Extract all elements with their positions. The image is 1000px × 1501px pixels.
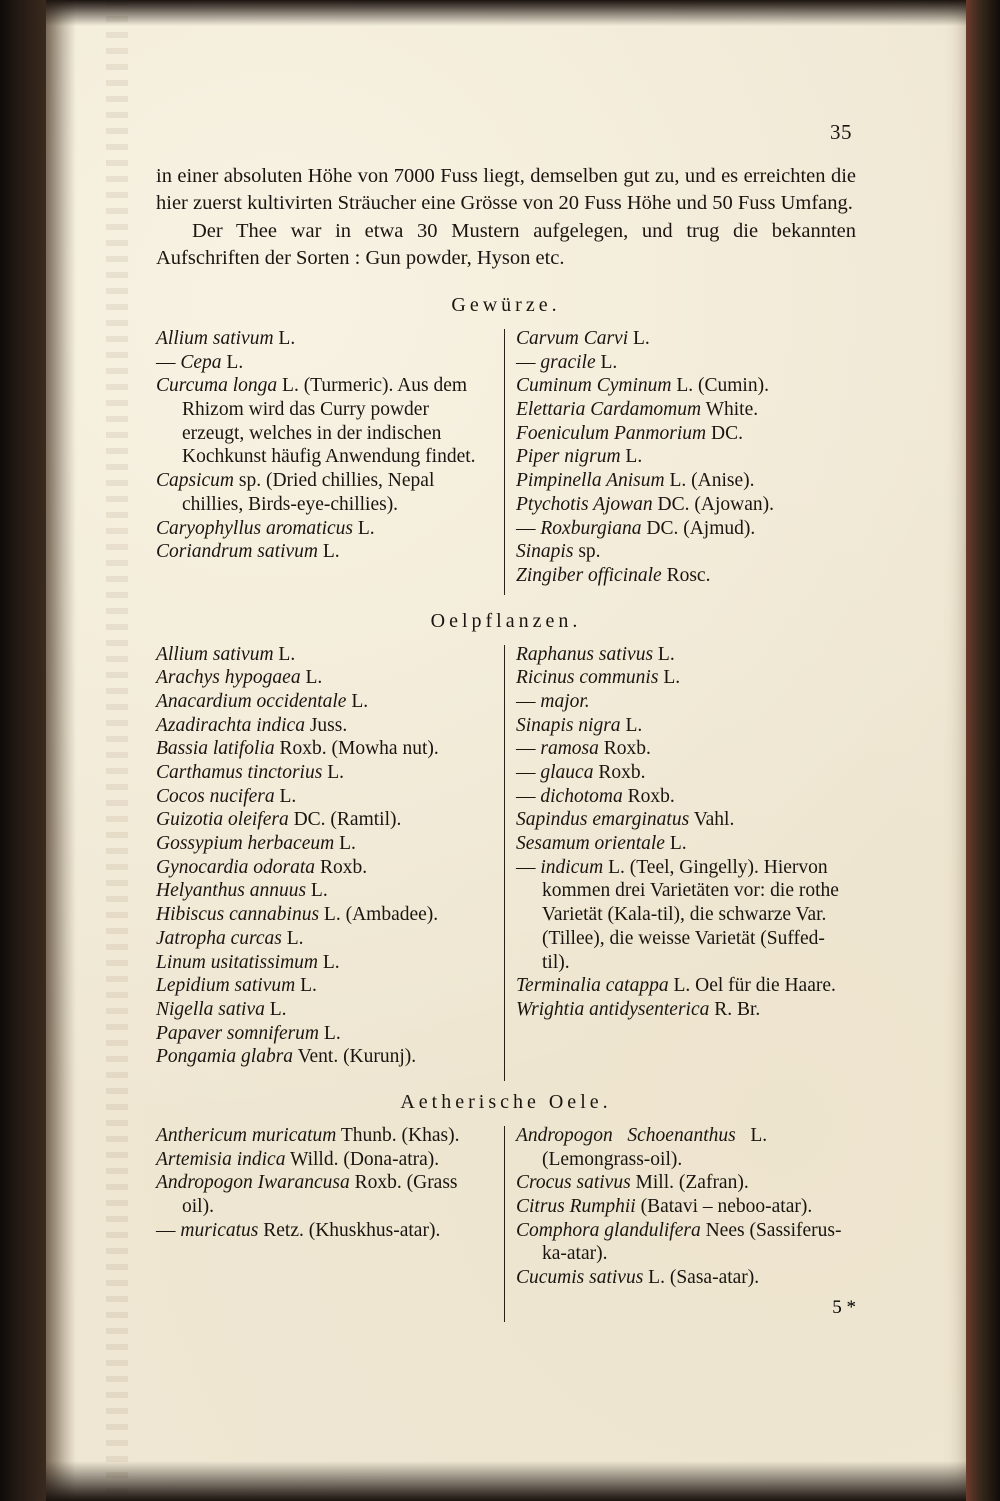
taxon-name: Allium sativum <box>156 328 274 349</box>
gutter-shadow <box>46 0 76 1501</box>
taxon-name: Caryophyllus aromaticus <box>156 517 353 539</box>
section-heading-oelpflanzen: Oelpflanzen. <box>430 609 582 632</box>
list-item: Andropogon Schoenanthus L. (Lemongrass-oil). <box>516 1124 768 1170</box>
taxon-name: Foeniculum Panmorium <box>516 422 707 444</box>
column-divider <box>504 1126 505 1322</box>
page-number: 35 <box>830 120 852 144</box>
list-item: Terminalia catappa L. Oel für die Haare. <box>516 975 836 997</box>
book-left-edge <box>0 0 46 1501</box>
list-item: Elettaria Cardamomum White. <box>516 399 759 421</box>
taxon-name: Ptychotis Ajowan <box>516 493 653 515</box>
taxon-name: Wrightia antidysenterica <box>516 998 710 1020</box>
list-item: Pimpinella Anisum L. (Anise). <box>516 470 755 492</box>
list-item: Papaver somniferum L. <box>156 1022 341 1044</box>
top-shadow <box>46 0 966 26</box>
page-sheet <box>46 0 966 1501</box>
taxon-name: dichotoma <box>540 785 623 807</box>
list-item: Sapindus emarginatus Vahl. <box>516 809 735 831</box>
column-left-aetherische-oele <box>156 1124 500 1290</box>
list-item: Hibiscus cannabinus L. (Ambadee). <box>156 904 439 926</box>
column-divider <box>504 329 505 595</box>
paragraph-1: in einer absoluten Höhe von 7000 Fuss liegt, demselben gut zu, und es erreichten die hier zuerst kultivirten Sträucher eine Grösse von 20 Fuss Höhe und 50 Fuss Umfang. <box>156 165 856 215</box>
list-item: Caryophyllus aromaticus L. <box>156 517 375 539</box>
list-item: Allium sativum L. <box>156 328 296 349</box>
taxon-name: Artemisia indica <box>156 1148 286 1170</box>
list-item: — Cepa L. <box>156 351 244 373</box>
taxon-name: Linum usitatissimum <box>156 951 318 973</box>
taxon-name: Cepa <box>180 351 222 373</box>
list-item: — major. <box>516 690 590 712</box>
taxon-name: Coriandrum sativum <box>156 541 318 563</box>
list-item: Ptychotis Ajowan DC. (Ajowan). <box>516 493 774 515</box>
list-item: Nigella sativa L. <box>156 998 287 1020</box>
taxon-name: Carthamus tinctorius <box>156 762 323 783</box>
taxon-name: Nigella sativa <box>156 998 265 1020</box>
list-item: Carthamus tinctorius L. <box>156 762 344 783</box>
bottom-shadow <box>46 1461 966 1501</box>
list-item: Piper nigrum L. <box>516 446 643 468</box>
taxon-name: Piper nigrum <box>516 446 621 468</box>
list-item: Bassia latifolia Roxb. (Mowha nut). <box>156 738 439 760</box>
taxon-name: Cuminum Cyminum <box>516 375 672 397</box>
list-item: Azadirachta indica Juss. <box>156 714 348 736</box>
list-item: Curcuma longa L. (Turmeric). Aus dem Rhizom wird das Curry powder erzeugt, welches in der indischen Kochkunst häufig Anwendung findet. <box>156 375 476 468</box>
list-item: Artemisia indica Willd. (Dona-atra). <box>156 1148 440 1170</box>
list-item: Guizotia oleifera DC. (Ramtil). <box>156 809 402 831</box>
taxon-name: Sapindus emarginatus <box>516 809 690 831</box>
taxon-name: Terminalia catappa <box>516 975 669 997</box>
list-item: Foeniculum Panmorium DC. <box>516 422 743 444</box>
taxon-name: ramosa <box>540 738 599 760</box>
taxon-name: Papaver somniferum <box>156 1022 320 1044</box>
taxon-name: Allium sativum <box>156 643 274 665</box>
book-right-edge <box>966 0 1000 1501</box>
list-item: Arachys hypogaea L. <box>156 667 323 689</box>
taxon-name: glauca <box>540 762 594 783</box>
list-item: — Roxburgiana DC. (Ajmud). <box>516 517 756 539</box>
taxon-name: Pongamia glabra <box>156 1046 294 1068</box>
list-item: Sesamum orientale L. <box>516 833 687 855</box>
taxon-name: Anthericum muricatum <box>156 1124 337 1146</box>
list-item: — gracile L. <box>516 351 618 373</box>
taxon-name: Capsicum <box>156 470 234 492</box>
list-item: Gynocardia odorata Roxb. <box>156 856 368 878</box>
taxon-name: Zingiber officinale <box>516 564 662 586</box>
list-item: Comphora glandulifera Nees (Sassiferus-ka-atar). <box>516 1219 842 1265</box>
section-heading-gewuerze: Gewürze. <box>451 294 561 316</box>
section-heading-aetherische-oele: Aetherische Oele. <box>400 1090 612 1113</box>
taxon-name: Crocus sativus <box>516 1172 631 1194</box>
list-item: — muricatus Retz. (Khuskhus-atar). <box>156 1219 441 1241</box>
taxon-name: Carvum Carvi <box>516 328 629 349</box>
list-item: Sinapis sp. <box>516 541 601 563</box>
taxon-name: Guizotia oleifera <box>156 809 289 831</box>
taxon-name: Andropogon Iwarancusa <box>156 1172 350 1194</box>
taxon-name: Anacardium occidentale <box>156 690 347 712</box>
section-columns-aetherische-oele <box>156 1124 856 1290</box>
list-item: Linum usitatissimum L. <box>156 951 340 973</box>
taxon-name: Ricinus communis <box>516 667 659 689</box>
column-right-aetherische-oele <box>500 1124 844 1290</box>
list-item: Anacardium occidentale L. <box>156 690 369 712</box>
list-item: Helyanthus annuus L. <box>156 880 328 902</box>
section-columns-oelpflanzen <box>156 643 856 1069</box>
taxon-name: Gossypium herbaceum <box>156 833 335 855</box>
taxon-name: Arachys hypogaea <box>156 667 301 689</box>
list-item: Pongamia glabra Vent. (Kurunj). <box>156 1046 417 1068</box>
list-item: Gossypium herbaceum L. <box>156 833 356 855</box>
taxon-name: Lepidium sativum <box>156 975 296 997</box>
column-left-oelpflanzen <box>156 643 500 1069</box>
section-columns-gewuerze <box>156 327 856 588</box>
list-item: Carvum Carvi L. <box>516 328 650 349</box>
taxon-name: Curcuma longa <box>156 375 278 397</box>
list-item: Jatropha curcas L. <box>156 927 304 949</box>
taxon-name: Sinapis <box>516 541 574 563</box>
list-item: Lepidium sativum L. <box>156 975 317 997</box>
taxon-name: Gynocardia odorata <box>156 856 316 878</box>
list-item: Capsicum sp. (Dried chillies, Nepal chillies, Birds-eye-chillies). <box>156 470 435 515</box>
taxon-name: Cucumis sativus <box>516 1267 644 1289</box>
taxon-name: Azadirachta indica <box>156 714 305 736</box>
taxon-name: Cocos nucifera <box>156 785 275 807</box>
list-item: Citrus Rumphii (Batavi – neboo-atar). <box>516 1196 813 1217</box>
spine-texture <box>106 0 128 1501</box>
taxon-name: gracile <box>540 351 596 373</box>
page-text-block <box>156 120 856 1290</box>
taxon-name: Raphanus sativus <box>516 643 654 665</box>
list-item: Cuminum Cyminum L. (Cumin). <box>516 375 769 397</box>
list-item: Andropogon Iwarancusa Roxb. (Grass oil). <box>156 1172 458 1217</box>
list-item: Zingiber officinale Rosc. <box>516 564 711 586</box>
taxon-name: Andropogon Schoenanthus <box>516 1124 736 1146</box>
list-item: Allium sativum L. <box>156 643 296 665</box>
list-item: Cocos nucifera L. <box>156 785 297 807</box>
column-left-gewuerze <box>156 327 500 588</box>
taxon-name: Hibiscus cannabinus <box>156 904 320 926</box>
list-item: Wrightia antidysenterica R. Br. <box>516 998 761 1020</box>
taxon-name: muricatus <box>180 1219 259 1241</box>
column-right-gewuerze <box>500 327 844 588</box>
list-item: Cucumis sativus L. (Sasa-atar). <box>516 1267 760 1289</box>
list-item: — indicum L. (Teel, Gingelly). Hiervon kommen drei Varietäten vor: die rothe Varietät (Kala-til), die schwarze Var. (Tillee), die weisse Varietät (Suffed-til). <box>516 856 839 973</box>
taxon-name: Citrus Rumphii <box>516 1196 636 1217</box>
list-item: — ramosa Roxb. <box>516 738 651 760</box>
paragraph-2: Der Thee war in etwa 30 Mustern aufgelegen, und trug die bekannten Aufschriften der Sorten : Gun powder, Hyson etc. <box>156 219 856 269</box>
column-divider <box>504 645 505 1081</box>
taxon-name: Bassia latifolia <box>156 738 275 760</box>
taxon-name: Roxburgiana <box>540 517 642 539</box>
taxon-name: major. <box>540 690 590 712</box>
taxon-name: Comphora glandulifera <box>516 1219 701 1241</box>
taxon-name: Pimpinella Anisum <box>516 470 665 492</box>
list-item: — glauca Roxb. <box>516 762 646 783</box>
list-item: Raphanus sativus L. <box>516 643 675 665</box>
column-right-oelpflanzen <box>500 643 844 1069</box>
signature-mark: 5 * <box>832 1297 856 1318</box>
taxon-name: Elettaria Cardamomum <box>516 399 702 421</box>
taxon-name: Helyanthus annuus <box>156 880 307 902</box>
taxon-name: Sesamum orientale <box>516 833 665 855</box>
list-item: Coriandrum sativum L. <box>156 541 340 563</box>
taxon-name: Sinapis nigra <box>516 714 621 736</box>
list-item: Anthericum muricatum Thunb. (Khas). <box>156 1124 460 1146</box>
list-item: Ricinus communis L. <box>516 667 681 689</box>
list-item: Sinapis nigra L. <box>516 714 643 736</box>
list-item: — dichotoma Roxb. <box>516 785 675 807</box>
list-item: Crocus sativus Mill. (Zafran). <box>516 1172 749 1194</box>
taxon-name: indicum <box>540 856 604 878</box>
taxon-name: Jatropha curcas <box>156 927 282 949</box>
